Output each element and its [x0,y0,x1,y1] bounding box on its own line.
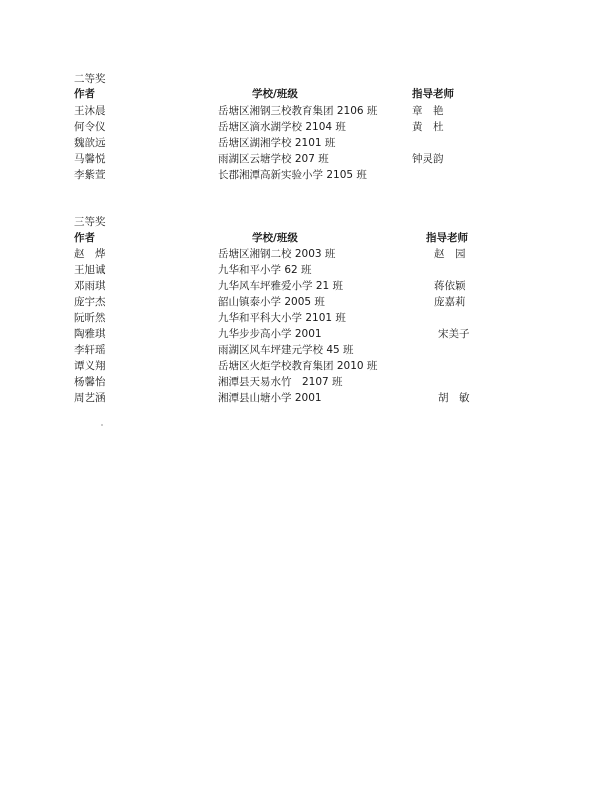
school-class: 九华风车坪雅爱小学 21 班 [218,280,344,292]
school-class: 九华和平科大小学 2101 班 [218,312,346,324]
teacher-name: 黄 杜 [412,121,444,133]
author-name: 杨馨怡 [74,376,106,388]
section-title: 二等奖 [74,73,106,85]
author-name: 李紫萱 [74,169,106,181]
school-column-header: 学校/班级 [252,232,298,244]
teacher-name: 章 艳 [412,105,444,117]
teacher-name: 赵 园 [434,248,466,260]
school-class: 雨湖区云塘学校 207 班 [218,153,329,165]
teacher-name: 宋美子 [438,328,470,340]
author-name: 王旭诚 [74,264,106,276]
school-class: 岳塘区火炬学校教育集团 2010 班 [218,360,378,372]
author-name: 庞宇杰 [74,296,106,308]
author-name: 邓雨琪 [74,280,106,292]
author-name: 马馨悦 [74,153,106,165]
author-name: 谭义翔 [74,360,106,372]
school-class: 长郡湘潭高新实验小学 2105 班 [218,169,367,181]
scan-speck [101,424,103,426]
school-column-header: 学校/班级 [252,88,298,100]
school-class: 湘潭县天易水竹 2107 班 [218,376,343,388]
author-name: 阮昕然 [74,312,106,324]
school-class: 九华步步高小学 2001 [218,328,322,340]
author-name: 周艺涵 [74,392,106,404]
author-name: 何令仪 [74,121,106,133]
school-class: 岳塘区湖湘学校 2101 班 [218,137,336,149]
school-class: 岳塘区湘钢三校教育集团 2106 班 [218,105,378,117]
school-class: 岳塘区湘钢二校 2003 班 [218,248,336,260]
author-column-header: 作者 [74,232,95,244]
teacher-name: 胡 敏 [438,392,470,404]
school-class: 雨湖区风车坪建元学校 45 班 [218,344,354,356]
teacher-name: 庞嘉莉 [434,296,466,308]
teacher-column-header: 指导老师 [412,88,454,100]
school-class: 韶山镇泰小学 2005 班 [218,296,325,308]
school-class: 岳塘区滴水湖学校 2104 班 [218,121,346,133]
author-name: 王沐晨 [74,105,106,117]
author-name: 李轩瑶 [74,344,106,356]
teacher-column-header: 指导老师 [426,232,468,244]
author-name: 赵 烨 [74,248,106,260]
author-name: 陶雅琪 [74,328,106,340]
teacher-name: 蒋依颖 [434,280,466,292]
author-name: 魏歆远 [74,137,106,149]
teacher-name: 钟灵韵 [412,153,444,165]
author-column-header: 作者 [74,88,95,100]
school-class: 湘潭县山塘小学 2001 [218,392,322,404]
section-title: 三等奖 [74,216,106,228]
school-class: 九华和平小学 62 班 [218,264,312,276]
